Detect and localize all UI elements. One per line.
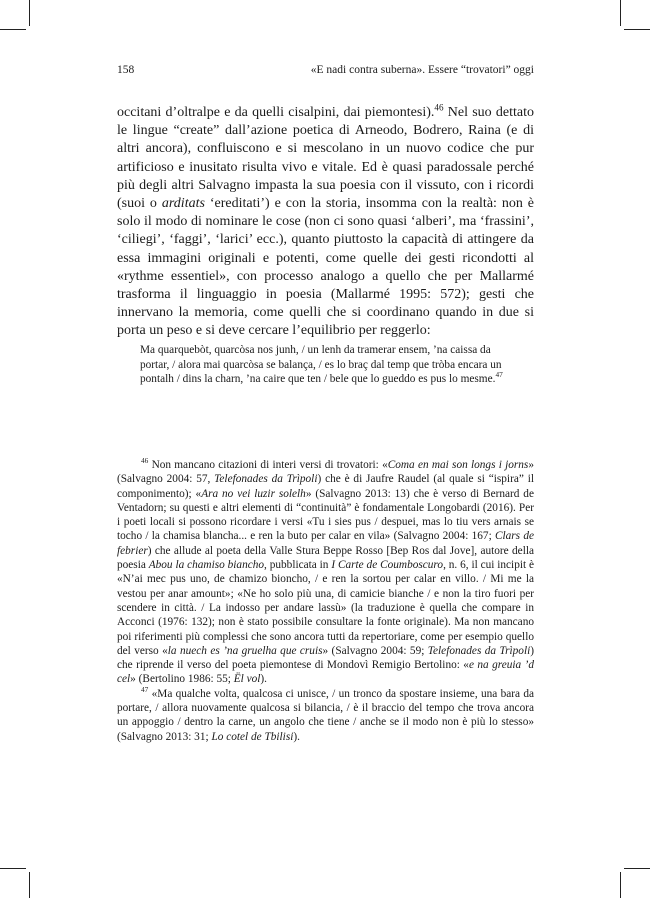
italic-run: Coma en mai son longs i jorns bbox=[387, 459, 529, 471]
footnotes bbox=[117, 458, 534, 744]
text-run: occitani d’oltralpe e da quelli cisalpini, dai piemontesi). bbox=[117, 105, 435, 120]
running-title: «E nadi contra suberna». Essere “trovatori” oggi bbox=[310, 64, 534, 76]
text-run: ‘ereditati’) e con la storia, insomma con la realtà: non è solo il modo di nominare le cose (non ci sono quasi ‘alberi’, ma ‘frassini’, ‘ciliegi’, ‘faggi’, ‘larici’ ecc.), quanto piuttosto la capacità di attingere da essa immagini originali e potenti, come quelle dei gesti ricondotti al «rythme essentiel», con processo analogo a quello che per Mallarmé trasforma il linguaggio in poesia (Mallarmé 1995: 572); gesti che innervano la memoria, come quelli che si coordinano quando in due si porta un peso e si deve cercare l’equilibrio per reggerlo: bbox=[117, 196, 534, 339]
italic-run: Telefonades da Trìpoli bbox=[214, 473, 318, 486]
italic-run: Telefonades da Trìpoli bbox=[427, 644, 531, 657]
text-run: » (Salvagno 2004: 57, bbox=[117, 459, 534, 486]
footnote-ref: 46 bbox=[141, 456, 149, 466]
crop-mark bbox=[29, 0, 30, 26]
text-run: Nel suo dettato le lingue “create” dall’azione poetica di Arneodo, Bodrero, Raina (e di altri ancora), confluiscono e si mescolano in un nuovo codice che pur artificioso e inusitato risulta vivo e vitale. Ed è quasi paradossale perché più degli altri Salvagno impasta la sua poesia con il vissuto, con i ricordi (suoi o bbox=[117, 105, 534, 212]
italic-run: Ara no vei luzir solelh bbox=[201, 487, 306, 500]
text-run: ) che è di Jaufre Raudel (al quale si “ispira” il componimento); « bbox=[117, 473, 534, 500]
block-quote bbox=[140, 343, 512, 387]
text-run: ). bbox=[293, 730, 300, 743]
text-run: » (Bertolino 1986: 55; bbox=[130, 673, 234, 686]
text-run: Non mancano citazioni di interi versi di trovatori: « bbox=[148, 459, 388, 471]
italic-run: e na greuia ’d cel bbox=[117, 659, 535, 686]
text-run: , pubblicata in bbox=[264, 559, 332, 572]
footnote-ref: 46 bbox=[434, 102, 444, 113]
text-run: Ma quarquebòt, quarcòsa nos junh, / un lenh da tramerar ensem, ’na caissa da portar, / alora mai quarcòsa se balança, / es lo braç dal temp que tròba encara un pontalh / dins la charn, ’na caire que ten / bele que lo gueddo es pus lo mesme. bbox=[140, 344, 502, 386]
text-run: ). bbox=[260, 673, 267, 686]
text-run: ) che riprende il verso del poeta piemontese di Mondovì Remigio Bertolino: « bbox=[117, 644, 534, 672]
italic-run: I Carte de Coumboscuro bbox=[331, 559, 444, 572]
italic-run: Ël vol bbox=[233, 673, 261, 686]
text-run: , n. 6, il cui incipit è «N’ai mec pus uno, de chamizo bioncho, / e ren la sortou per calar en villo. / Mi me la vestou per anar amount»; «Ne ho solo più una, di camicie bianche / e non la tiro fuori per scendere in città. / La indosso per andare lassù» (la traduzione è quella che compare in Acconci (1976: 132); non è stato possibile consultare la fonte originale). Ma non mancano poi riferimenti più complessi che sono ancora tutti da repertoriare, come per esempio quello del verso « bbox=[117, 559, 535, 657]
footnote-47 bbox=[117, 684, 534, 744]
text-run: » (Salvagno 2013: 13) che è verso di Bernard de Ventadorn; su questi e altri elementi di “continuità” è fondamentale Longobardi (2016). Per i poeti locali si possono ricordare i versi «Tu i sies pus / despuei, mas lo tiu vers arnais se tocho / la chamisa blancha... e ren la buto per calar en vila» (Salvagno 2004: 167; bbox=[117, 487, 534, 543]
italic-run: arditats bbox=[161, 196, 205, 212]
italic-run: Abou la chamiso biancho bbox=[148, 559, 265, 572]
crop-mark bbox=[624, 29, 650, 30]
body-paragraph bbox=[117, 104, 534, 341]
crop-mark bbox=[620, 872, 621, 898]
crop-mark bbox=[0, 868, 26, 869]
page-number: 158 bbox=[117, 64, 135, 76]
text-run: «Ma qualche volta, qualcosa ci unisce, / un tronco da spostare insieme, una bara da portare, / allora nuovamente qualcosa si bilancia, / è il braccio del tempo che trova ancora un appoggio / dentro la carne, un angolo che tiene / anche se il modo non è più lo stesso» (Salvagno 2013: 31; bbox=[117, 687, 534, 743]
crop-mark bbox=[620, 0, 621, 26]
text-run: ) che allude al poeta della Valle Stura Beppe Rosso [Bep Ros dal Jove], autore della poesia bbox=[117, 544, 534, 572]
footnote-46 bbox=[117, 458, 534, 687]
crop-mark bbox=[0, 29, 26, 30]
italic-run: Clars de febrier bbox=[117, 530, 534, 557]
footnote-ref: 47 bbox=[495, 370, 503, 380]
text-run: » (Salvagno 2004: 59; bbox=[322, 644, 428, 657]
crop-mark bbox=[624, 868, 650, 869]
footnote-ref: 47 bbox=[141, 684, 149, 694]
crop-mark bbox=[29, 872, 30, 898]
italic-run: la nuech es ’na gruelha que cruis bbox=[167, 644, 323, 657]
italic-run: Lo cotel de Tbilisi bbox=[211, 730, 294, 743]
